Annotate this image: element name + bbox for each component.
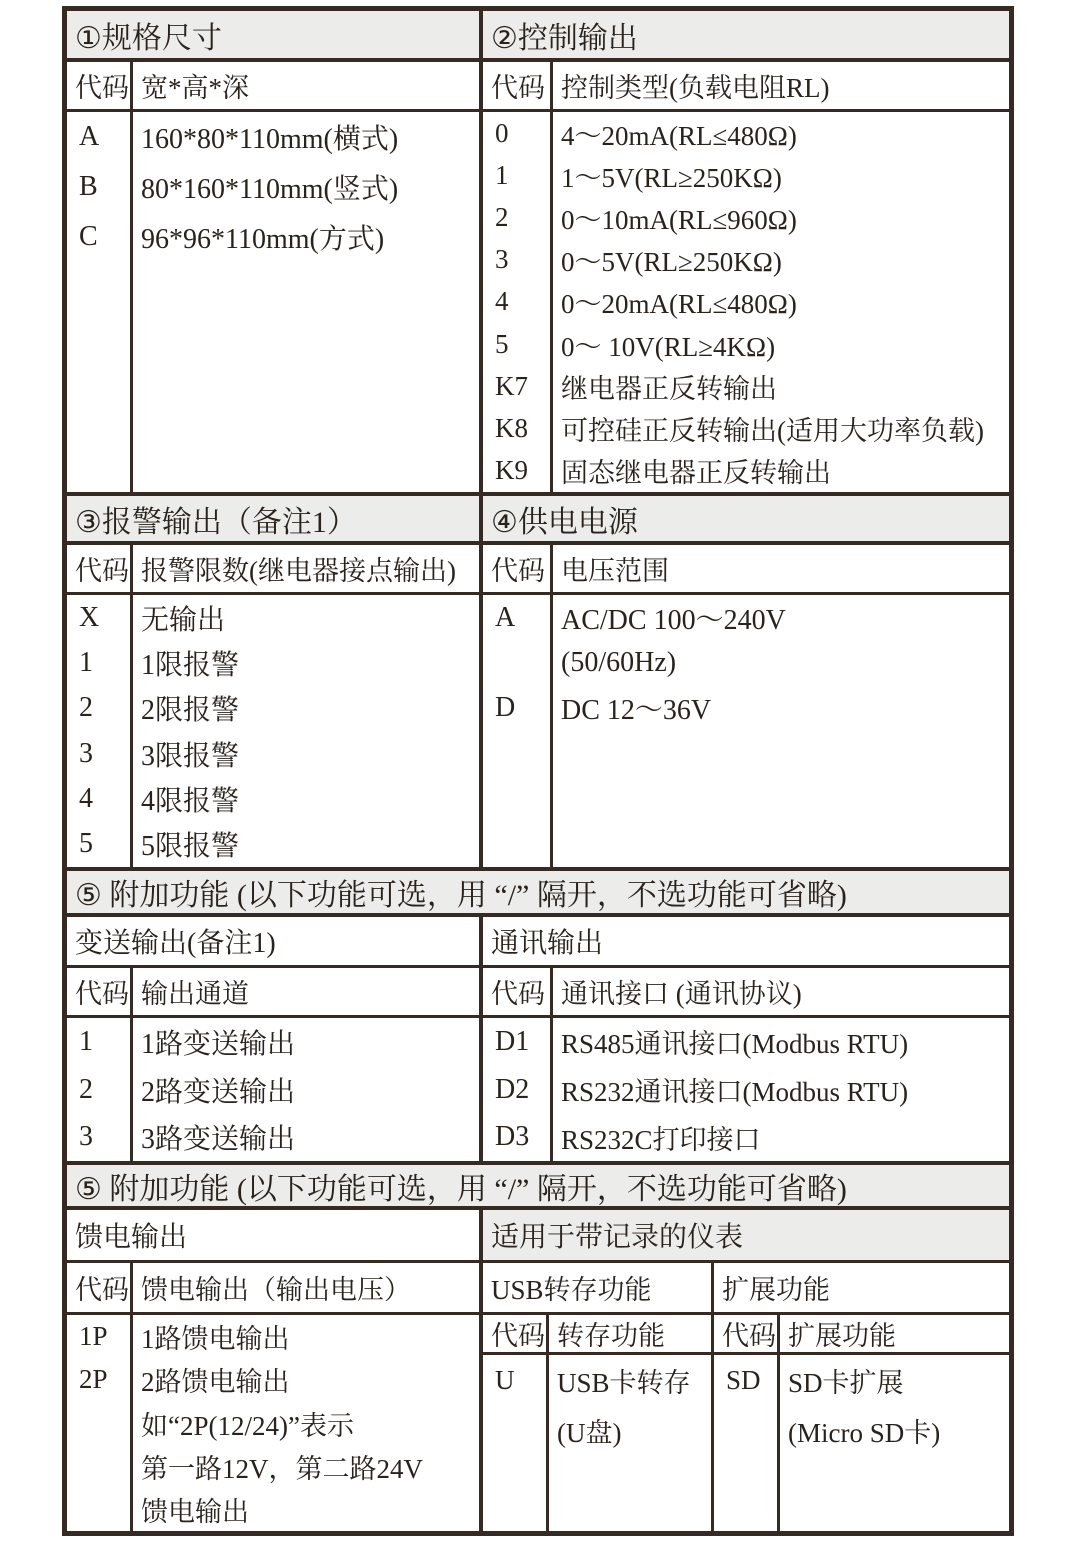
s2-label-header-cell: 控制类型(负载电阻RL) bbox=[561, 73, 830, 103]
section1-title: ①规格尺寸 bbox=[75, 21, 222, 55]
s2-code-cell: K7 bbox=[495, 370, 528, 401]
s3-code-cell: 1 bbox=[79, 646, 93, 678]
s3-label-header-cell: 报警限数(继电器接点输出) bbox=[141, 556, 456, 586]
s5b-left-code-header-cell: 代码 bbox=[67, 1263, 133, 1312]
s5a-right-label-header-cell: 通讯接口 (通讯协议) bbox=[561, 979, 802, 1009]
section3-title: ③报警输出（备注1） bbox=[75, 505, 357, 539]
section5a-colheader-row bbox=[67, 968, 1009, 1018]
section5b-subheader-row bbox=[67, 1210, 1009, 1263]
s1-value-cell: 160*80*110mm(横式) bbox=[141, 124, 399, 155]
s4-value-cell: (50/60Hz) bbox=[561, 646, 677, 678]
s2-value-cell: 0～10mA(RL≤960Ω) bbox=[561, 205, 797, 236]
s5b-left-label-header-cell: 馈电输出（输出电压） bbox=[141, 1275, 411, 1305]
s5b-right-subheader: 适用于带记录的仪表 bbox=[491, 1222, 744, 1253]
s4-code-cell bbox=[483, 731, 550, 776]
s4-value-cell: AC/DC 100～240V bbox=[561, 604, 786, 636]
section5a-subheader-row bbox=[67, 917, 1009, 968]
section2-title: ②控制输出 bbox=[491, 21, 638, 55]
s5b-code-cell: 1P bbox=[79, 1321, 108, 1352]
s5b-usb-value-cell: (U盘) bbox=[557, 1417, 622, 1448]
s2-code-cell: K9 bbox=[495, 455, 528, 486]
s2-code-cell: 2 bbox=[495, 202, 509, 233]
s3-value-cell: 无输出 bbox=[141, 604, 226, 636]
s5b-value-cell: 第一路12V，第二路24V bbox=[141, 1453, 423, 1484]
s2-value-cell: 0～ 10V(RL≥4KΩ) bbox=[561, 331, 776, 362]
ordering-spec-table bbox=[62, 6, 1014, 1536]
s5b-value-cell: 1路馈电输出 bbox=[141, 1324, 290, 1355]
s2-code-cell: 3 bbox=[495, 244, 509, 275]
s5a-code-cell: D1 bbox=[495, 1025, 530, 1057]
section1-2-header-row bbox=[67, 11, 1009, 62]
s5a-value-cell: RS232C打印接口 bbox=[561, 1124, 761, 1155]
s3-code-cell: 3 bbox=[79, 737, 93, 769]
s2-code-cell: 1 bbox=[495, 159, 509, 190]
section3-4-colheader-row bbox=[67, 545, 1009, 595]
s2-value-cell: 1～5V(RL≥250KΩ) bbox=[561, 162, 782, 193]
s5b-ext-code-cell: SD bbox=[726, 1364, 761, 1395]
s5a-code-cell: 3 bbox=[79, 1121, 93, 1153]
s1-code-header-cell: 代码 bbox=[67, 62, 133, 109]
s5b-left-subheader: 馈电输出 bbox=[75, 1222, 188, 1253]
section1-2-body bbox=[67, 112, 1009, 496]
section5b-body bbox=[67, 1315, 1009, 1531]
s5b-ext-value-cell: (Micro SD卡) bbox=[788, 1417, 941, 1448]
s5a-right-code-header-cell: 代码 bbox=[483, 968, 553, 1015]
s4-code-cell bbox=[483, 776, 550, 821]
s1-value-cell: 80*160*110mm(竖式) bbox=[141, 174, 399, 205]
s2-value-cell: 继电器正反转输出 bbox=[561, 373, 777, 404]
s3-value-cell: 3限报警 bbox=[141, 740, 240, 772]
s4-code-cell bbox=[483, 822, 550, 867]
s5b-ext-code-header-cell: 代码 bbox=[714, 1315, 780, 1352]
section3-4-header-row bbox=[67, 496, 1009, 545]
section4-title: ④供电电源 bbox=[491, 505, 638, 539]
s3-code-cell: 5 bbox=[79, 828, 93, 860]
s4-value-cell: DC 12～36V bbox=[561, 695, 712, 727]
s2-value-cell: 0～20mA(RL≤480Ω) bbox=[561, 289, 797, 320]
s5b-value-cell: 馈电输出 bbox=[141, 1496, 249, 1527]
s1-code-cell: C bbox=[79, 221, 98, 252]
s5a-code-cell: D2 bbox=[495, 1073, 530, 1105]
s3-code-cell: 4 bbox=[79, 782, 93, 814]
section5a-body bbox=[67, 1018, 1009, 1165]
s5a-value-cell: 2路变送输出 bbox=[141, 1076, 296, 1108]
s2-code-cell: K8 bbox=[495, 413, 528, 444]
s3-value-cell: 1限报警 bbox=[141, 649, 240, 681]
s5b-code-cell bbox=[67, 1445, 130, 1488]
s5b-code-cell: 2P bbox=[79, 1364, 108, 1395]
s1-code-cell: A bbox=[79, 121, 100, 152]
s5b-usb-label-header-cell: 转存功能 bbox=[557, 1321, 665, 1351]
s2-value-cell: 4～20mA(RL≤480Ω) bbox=[561, 120, 797, 151]
s5b-usb-code-cell: U bbox=[495, 1364, 515, 1395]
s5a-value-cell: RS485通讯接口(Modbus RTU) bbox=[561, 1029, 909, 1060]
s2-code-cell: 4 bbox=[495, 286, 509, 317]
s3-code-cell: X bbox=[79, 601, 100, 633]
s5a-value-cell: 1路变送输出 bbox=[141, 1028, 296, 1060]
s2-value-cell: 固态继电器正反转输出 bbox=[561, 458, 831, 489]
s3-value-cell: 4限报警 bbox=[141, 785, 240, 817]
s5b-ext-subtable bbox=[714, 1315, 1009, 1531]
s4-value-cell bbox=[553, 822, 1009, 867]
s5b-value-cell: 如“2P(12/24)”表示 bbox=[141, 1410, 354, 1441]
s5a-code-cell: 2 bbox=[79, 1073, 93, 1105]
section5b-title: ⑤ 附加功能 (以下功能可选，用 “/” 隔开，不选功能可省略) bbox=[75, 1172, 847, 1206]
s4-value-cell bbox=[553, 776, 1009, 821]
s5a-left-subheader: 变送输出(备注1) bbox=[75, 928, 276, 959]
s4-code-header-cell: 代码 bbox=[483, 545, 553, 592]
s5b-usb-value-cell: USB卡转存 bbox=[557, 1367, 691, 1398]
s3-value-cell: 5限报警 bbox=[141, 831, 240, 863]
s5a-code-cell: D3 bbox=[495, 1121, 530, 1153]
s1-code-cell: B bbox=[79, 171, 98, 202]
s5b-usb-subtable bbox=[483, 1315, 714, 1531]
section1-2-colheader-row bbox=[67, 62, 1009, 112]
s5b-code-cell bbox=[67, 1401, 130, 1444]
s5a-value-cell: 3路变送输出 bbox=[141, 1124, 296, 1156]
s5b-usb-group-header: USB转存功能 bbox=[483, 1263, 714, 1312]
section3-4-body bbox=[67, 595, 1009, 871]
s2-code-cell: 0 bbox=[495, 117, 509, 148]
s5a-left-code-header-cell: 代码 bbox=[67, 968, 133, 1015]
s5b-usb-code-header-cell: 代码 bbox=[483, 1315, 549, 1352]
s4-code-cell: A bbox=[495, 601, 516, 633]
s2-value-cell: 0～5V(RL≥250KΩ) bbox=[561, 247, 782, 278]
s4-code-cell bbox=[483, 640, 550, 685]
s5b-ext-group-header: 扩展功能 bbox=[722, 1275, 830, 1305]
s4-value-cell bbox=[553, 731, 1009, 776]
s5b-code-cell bbox=[67, 1488, 130, 1531]
s5b-ext-label-header-cell: 扩展功能 bbox=[788, 1321, 896, 1351]
section5a-title: ⑤ 附加功能 (以下功能可选，用 “/” 隔开，不选功能可省略) bbox=[75, 879, 847, 912]
s5a-left-label-header-cell: 输出通道 bbox=[141, 979, 249, 1009]
s5a-right-subheader: 通讯输出 bbox=[491, 928, 604, 959]
s5b-value-cell: 2路馈电输出 bbox=[141, 1367, 290, 1398]
s3-value-cell: 2限报警 bbox=[141, 695, 240, 727]
s2-code-cell: 5 bbox=[495, 328, 509, 359]
s2-code-header-cell: 代码 bbox=[483, 62, 553, 109]
s1-value-cell: 96*96*110mm(方式) bbox=[141, 224, 385, 255]
section5b-colheader-row bbox=[67, 1263, 1009, 1315]
s5a-code-cell: 1 bbox=[79, 1025, 93, 1057]
s2-value-cell: 可控硅正反转输出(适用大功率负载) bbox=[561, 416, 984, 447]
section5b-header-row bbox=[67, 1165, 1009, 1210]
s4-label-header-cell: 电压范围 bbox=[561, 556, 669, 586]
s3-code-header-cell: 代码 bbox=[67, 545, 133, 592]
s5b-ext-value-cell: SD卡扩展 bbox=[788, 1367, 904, 1398]
s1-label-header-cell: 宽*高*深 bbox=[141, 73, 249, 103]
s3-code-cell: 2 bbox=[79, 692, 93, 724]
s4-code-cell: D bbox=[495, 692, 516, 724]
section5a-header-row bbox=[67, 871, 1009, 917]
s5a-value-cell: RS232通讯接口(Modbus RTU) bbox=[561, 1077, 909, 1107]
